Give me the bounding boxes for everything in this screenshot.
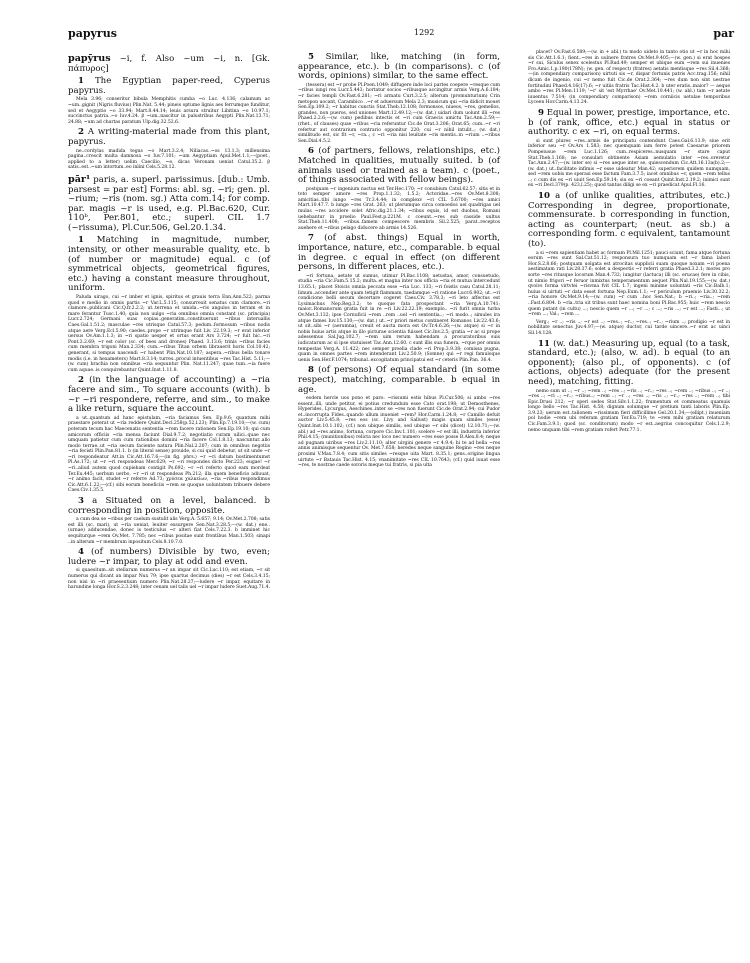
sense-number: 2 xyxy=(78,127,84,138)
sense-text: Matching in magnitude, number, intensity, or other measurable quality, etc. b (of number or magnitude) equal. c (of symmetrical objects, geometrical figures, etc.) having a constant measure throughout, uniform. xyxy=(68,235,270,294)
sense-definition xyxy=(298,53,500,82)
citations: ~ri fortuna, aetate ut sumus, utimur Pl.Bac.1108; uetustas, amor, consuetudo, studia ~ria Cic.Fam.5.15.2; multa..et magna inter nos officia ~ria et mutua intercedunt 13.65.1; placet Stoicis omnia peccata esse ~ria Luc. 133; ~ri foistis casu Catul.28.11; limum..accendier ante quam tetigit flammam, taedamque ~ri ratione Lucr.6.902; ut..~ri condicione belli secum decertare cogeret Caes.Civ. 3.78.3; ~ri leto affectus est Lysimachus Nep.Reg.3.2; te quoque fata prospectant ~ria Verg.A.10.741; maior..Romanorum gratia fuit in re ~ri Liv.22.22.19; exemplo.. ~ri furit omnis turba Ov.Met.3.132; ipse Cornuficii ~rem ..rem ..uel ~ri sententia..; ~ri modo..; simules ira atque fames Iuv.15.130;—(w. dat.) ut..~r priori metus contineret Romanos Liv.22.43.6; ut sit..sibi ~r (aerumna), creuit et aucta mora est Ov.Tr.4.6.26;—(w. atque) si ~r in nobis huius artis atque in illo picturae scientia fuisset Cic.Inv.2.5; gratia ~r ac si prope adessemus Sal.Jug.102.7; ~rem uim rerum habendam a procuratoribus suis iudicatarum ac si ipse statuisset Tac.Ann.12.60. c sunt illis sua funera, ~rque per omnis tempestas Verg.A. 11.422; nec semper proelia clade ~ri Prop.3.9.38; comissa pugna, quam in omnes partes ~rem intenderant Liv.2.50.9; (Somne) qui ~r regi famuloque uenis Sen.Her.F.1074; tribunal..excogitatum principatui est ~r ceteris Plin.Pan. 36.4. xyxy=(298,273,500,363)
citations: ne..cordylas madida tegus ~o Mart.3.2.4; Niliacas..~os 13.1.3; millensima pagina..crescit multa damnosa ~o Iuv.7.101; ~um Aegyptiam Apul.Met.1.1;—(poet., applied to a letter) uelim Caecilio, ~e, dicas Veronam ueniat Catul.35.2. β satis..est..~um intortum..eo inlini Cels.5.28.12. xyxy=(68,148,270,171)
sense-number: 4 xyxy=(78,547,84,558)
sense-number: 6 xyxy=(308,146,314,157)
entry-lemma xyxy=(68,175,270,234)
sense-text: (of abst. things) Equal in worth, importance, nature, etc., comparable. b equal in degree. c equal in effect (on different persons, in different places, etc.). xyxy=(298,233,500,273)
citations: a ut..quantum ad hanc epistulam, ~ria faciamus Sen. Ep.9.6; quantum mihi praestare poterat ut ~ria reddere Quint.Decl.258(p.52,l.23); Plin.Ep.7.19.10;—(w. cum) poteram tecum hac Maecenatis sententia ~rem facere rationem Sen.Ep.19.10; qui cum amicorum officiis ~ria mensa faciunt Dial.9.7.2; negotiatio curam uilici..quae nec umquam patietur cum cum rationibus domini ~ria facere Col.1.8.13; nascuntur..alio modo terrae..ut ~ria secum faciente natura Plin.Nal.2.207; cum in omnibus negotiis ~ria fecisti Plin.Pan.81.1. b (in literal sense) prouide, si cui quid debetur, ut sit unde ~r ~ri respondeatur Att.in Cic.Att.16.7.6;—(in fig. phrs.) ~r ~ri datum hostimentumst Pl.As.172; ut ~r ~ri respondeas Mer.629; ~r ~ri respondes dicto Per.223; eugae! ~r ~ri..aliud autem quod cupiebam contigit Ps.692; ~r ~ri referto quod eam mordeat Ter.Eu.445; uerbum uerbo, ~r ~ri ut respondeas Ph.212; illa quem beneficio adiuuat, ~r animo facit, studet ~r referre Ad.73; χρύσεα χαλκείων, ~ria ~ribus respondimus Cic.Att.6.1.22;—(cf.) sibi eorum beneficiis ~rem se quoque uoluntatem tribuere debere Caes.Civ.1.35.5. xyxy=(68,415,270,494)
citations: Paluda uirago, cui ~r imber et ignis, spiritus et grauis terra Enn.Ann.522; parma quod e medio in omnis partis ~r Var.L.5.115; consurrexit senatus cum clamore..~ri clamore..publicani Cic.Q.fr.2.2.2; ut..terrena et umida..~ris angulos in terram et in mare ferantur Tusc.1.40; quia non uulgo ~ria omnibus omnia constant (sc. principia) Lucr.2.724; Germani suas copias..generatim..constituerunt ~ribus interuallis Caes.Gal.1.51.2; masculae ~res utrisque Catul.57.3; pedum..formosum ~ribus nodis atque aere Verg.Ecl.5.90; caedes..prope ~r utrimque fuit Liv. 22.19.3; ~r erat inferior uersus Ov.Am.1.1.3; in ~ri spatio uesper et ortus erant Ars 3.724; ~r fuit hic..~ri Pont.3.2.69; ~r est color (sc. of bees and drones) Phaed. 3.13.6; trinis ~ribus facies cum membra trigoni Man.2.334; cum..~ribus Titan orbem librauerit horis Col.10.42; generant, si tempus nascendi ~r habent Plin.Nat.10.187; aspera..~ribus bella tonare modis (i.e. in hexameters) Mart.8.3.14; turres..procul intuentibus ~res Tac.Hist. 5.11;—(w. cum) brachia non omnibus ~ria sequuntur Plin. Nat.11.247; quae tum..~ia fuere cum aquae..is conquirebantur Quint.Inst.1.11.8. xyxy=(68,295,270,373)
lemma-text: ~i, f. Also ~um ~i, n. [Gk. πάπυρος] xyxy=(68,54,270,74)
sense-number: 10 xyxy=(538,191,550,202)
citations: Mela 3.96; conseritur bibula Memphitis cumba ~o Luc. 4.136; calamum ac ~um..gignit (Nigris fluvius) Plin.Nat. 5.44; pineis optume lignis aes ferrumque funditur, sed et Aegyptio ~o 33.94; Mart.8.44.14; leuis arsura struitur Libitina ~o 10.97.1; succinctus patria..~o Iuv.4.24. β ~um..nascitur in palustribus Aegypti Plin.Nat.13.71; 24.88; ~um ad chartas paratum Ulp.dig.32.52.6. xyxy=(68,97,270,125)
citations: eodem hercle uos pono et paro: ~rissumi estis hibus Pl.Cur.506; si ambo ~res essent..illi, unde petitur, ei potius credundum esse Cato orat.198; ut Demosthenes, Hyperides, Lycurgus, Aeschines..inter se ~res non fuerunt Cic.de Orat.2.94; cui Pudor et..incorrupta Fides..quando ullum inueniet ~rem? Hor.Carm.1.24.8; ~r Camillo defuit auctor Liv.5.45.8; ~res eos (sc. Livy and Sallust) magis quam similes (esse) Quint.Inst.10.1.102; (cf.) non ubique similis, sed ubique ~r sibi (dicet) 12.10.71;—(w. abl.) ad ~res animo, fortuna, corpore Cic.Inv.1.101; scelere ~r est illi, industria inferior Phil.4.15; (munitionibus) relicta nec loco nec numero ~res esse posse B.Alex.8.4; neque ad pugnam uiribus ~res Liv.2.11.10; alter uirgini genere ~r 4.9.4; hi te ad bella ~res annis animisque sequentur Ov. Met.7.658; heredes neque sanguine Regino ~res neque proximi V.Max.7.8.4; cum sitis similes ~resque uita Mart. 8.35.1; gens..origine lingua uirtute ~r Batauis Tac.Hist. 4.15; vnanimitate ~res CIL 10.7643; (cf.) quid iuuat esse ~res, te nostrae caede sororis meque tui fratris, si pia ulta xyxy=(298,396,500,469)
sense-text: The Egyptian paper-reed, Cyperus papyrus. xyxy=(68,76,270,96)
citations: postquam ~r ingenium nactus est Ter.Hec.170; ~r conubium Catul.62.57; sitis et in toto semper amore ~res Prop.1.1.32; 1.5.2; Actoridae..~res Ov.Met.8.308; amicitias..tibi iungo ~res Tr.3.4.44; in complexv ~ri CIL 5.6700; ~res amici Mart.10.47.7. b iunge ~res Grat. 263; ut plerumque circa comoedos uel quadrigas uel mulas ~res accidere solet Afric.dig.21.1.34; ~ribus equis, id est duobus, Romani uehebantur in proelio Paul.Fest.p.221M. c coeunt..~res sub casside uultus Stat.Theb.11.408; ~ribus..famem compescere membris Sil.2.525; parat..receptos auehere et ~ribus pelago diducere ab armis 14.526. xyxy=(298,186,500,231)
sense-definition xyxy=(528,340,730,388)
citations: a cum dea se ~ribus per caelum sustulit alis Verg.A. 5.657; 9.14; Ov.Met.2.708; satis est illi (sc. mari), ut ~ria ueniat, leuiter exsurgere Sen.Nat.3.28.5;—(w. dat.) ene..(urnae) adducendae, donec is testiculus ~r alteri fiat Cels.7.22.3. b imminet hic sequiturque ~rem Ov.Met. 7.785; nec ~ribus positae sunt frontibus Man.1.503; sinapi ..in alterum ~r membrum inpositum Cels.8.10.7.0. xyxy=(68,517,270,545)
headword: pār¹ xyxy=(68,173,91,185)
column-2 xyxy=(298,50,500,471)
sense-number: 8 xyxy=(308,365,314,376)
sense-number: 2 xyxy=(78,375,84,386)
sense-text: Equal in power, prestige, importance, etc. b (of rank, office, etc.) equal in status or authority. c ex ~ri, on equal terms. xyxy=(528,107,730,138)
sense-text: a Situated on a level, balanced. b corresponding in position, opposite. xyxy=(68,496,270,516)
sense-number: 9 xyxy=(538,107,544,118)
sense-definition xyxy=(68,77,270,96)
sense-definition xyxy=(68,548,270,567)
lemma-text: paris, a. superl. parissimus. [dub.: Umb. parsest = par est] Forms: abl. sg. ~ri; gen. pl. ~rium; ~ris (nom. sg.) Atta com.14; for comp. par. magis ~r is used, e.g. Pl.Bac.620, Cur. 110ᵇ, Per.801, etc.; superl. CIL 1.7 (~rissuma), Pl.Cur.506, Gel.20.1.34. xyxy=(68,174,270,233)
column-3 xyxy=(528,50,730,435)
citations: nemo sum ut ..; ~r ..; ~rem ..; ~res ..; ~ris ..; ~r..; ~res ..; ~rem ..; ~ribus ..; ~r ..; ~res ..; ~ri ..; ~r..; ~ribus..; ~rem ..; ~r ..; ~res ..; ~ris ..; ~r..; ~res ..; ~rem ..; tibi Epic.Drusi 212; ~r operi sedes Stat.Silv.1.1.22; frumentum et commeatus quamuis longo bello ~res Tac.Hist. 4.58; dignum solumque ~r pretium tanti laboris Plin.Ep. 3.9.23; uerum est..talionem ~rissimum fieri difficillime Gel.20.1.34;—(ellipt.) inueniam pol hodie ~rem ubi referam gratiam Ter.Eu.719; te ~rem mihi gratiam relaturum Cic.Fam.3.9.1; quod (sc. conditorum) modo ~r est..aegrius concoquitur Cels.1.2.9; nemo unquam tibi ~rem gratiam rofert Petr.77.1. xyxy=(528,388,730,433)
sense-definition xyxy=(68,376,270,414)
sense-number: 1 xyxy=(78,235,84,246)
right-running-headword: par xyxy=(713,27,734,40)
sense-definition xyxy=(68,236,270,294)
citations: Verg.; ~r ..; ~ris ..; ~r est ..; ~res..; ~r..; ~res..; ~r..; ~rium ..; prodigio ~r est in nobilitate senectus Juv.4.97;—(w. atque) ductor, cui tarde uincere..~r erat ac uinci Sil.14.128. xyxy=(528,319,730,336)
sense-number: 7 xyxy=(308,233,314,244)
sense-number: 3 xyxy=(78,496,84,507)
sense-text: Similar, like, matching (in form, appearance, etc.). b (in comparisons). c (of words, opinions) similar, to the same effect. xyxy=(298,52,500,82)
sense-definition xyxy=(68,497,270,516)
page-header xyxy=(68,27,734,43)
sense-definition xyxy=(68,128,270,147)
citations: a si ~rem sapientiam habet ac formam Pl.Mil.1251; pauci sciunt, fama atque fortuna eorum ~res sunt Sal.Cat.51.12; responsura tuo numquam est ~r fama labori Hor.S.2.8.66; postquam uolgata est atrocitas supplicii suam quoque noxam ~ri poena aestimatam rati Liv.28.37.6; solet a despectis ~r referri gratia Phaed.3.2.1; mores pro sorte ~res ritusque locorum Man.4.732; iungitur (lactuca) illi (sc. erucae) fere in cibis, ut nimio frigori ~r feruor inmixtus temperamentum aequet Plin.Nal.19.155;—(w. dat.) qvoivs forma virtvtei ~risvma fvit CIL 1.7; ingeni minime uoluntati ~ris Cic.Balb.1; huius si uirtuti ~r data esset fortuna Nep.Eum.1.1; ~r periculum praemio Liv.30.32.2; ~ria honore Ov.Met.9.14;—(w. cum) ~r cum ..hoc Sen.Nat.; b ~ri..; ~ria..; ~rem ..Fast.6.804. b ~ria..tria sit tribus sunt haec nomina boni Pl.Bac.955; huic ~rem nescio quem putant (in cultu) ...; nescio quem ~r ...; ~r ...; c ...; ~ris ...; ~r est ...; Fasti...; ut ~rem ...; Val.; ~rem ... xyxy=(528,250,730,318)
sense-definition xyxy=(298,234,500,272)
sense-number: 11 xyxy=(538,338,550,349)
entry-lemma xyxy=(68,54,270,74)
sense-number: 5 xyxy=(308,52,314,62)
headword: papȳrus xyxy=(68,53,111,64)
citations: si sunt plures ~res..armis de principatu contendunt Caes.Gal.6.13.9; siue erit inferior seu ~r Ov.Ars 1.583; nec quemquam iam ferre potest Caesarue priorem Pompeiusue ~rem Luc.1.126; cum..respiceres..nusquam ~r stare caput Stat.Theb.1.168; ne consulari obtinente Asiam aemulatio inter ~res..oreretur Tac.Ann.2.47;—(w. inter se) si ~res aeque inter se, quiescendum Cic.Att.16.13a(b).2;—(w. dat.) ut..facilitate infimis ~r esse uideatur Man.42; superiorem quidem numquam, sed ~rem uobis me sperasi esse factum Fam.3.7.5; iacet omnibus ~r, quem ~rem tellus ..; c cum dis ex ~ri uiuit Sen.Ep.59.14; siu ex ~ri coeant Quint.Inst.2.19.2; inimici sunt ex ~ri Decl.379(p. 423,l.25); quod tantus diligi se ex ~ri praedicat Apul.Fl.16. xyxy=(528,138,730,189)
sense-definition xyxy=(298,366,500,395)
sense-definition xyxy=(298,147,500,185)
sense-text: (of persons) Of equal standard (in some respect), matching, comparable. b equal in age. xyxy=(298,365,500,395)
sense-text: a (of unlike qualities, attributes, etc.) Corresponding in degree, proportionate, commensurate. b corresponding in function, acting as counterpart; (neut. as sb.) a corresponding form. c equivalent, tantamount (to). xyxy=(528,191,730,250)
sense-number: 1 xyxy=(78,76,84,87)
citations: (tessera) est ~r probe Pl.Poen.1049; diffugere inde loci partes coepere ~resque cum ~ribus iungi res Lucr.5.443; hortatur socios ~ribusque accingitur armis Verg.A.6.184; ~r facies templi Ov.Fast.6.281; ~ri armatu Curt.3.2.5; alterum (promunturium) Crin metopon uocant, Carambico ..~r et aduersum Mela 2.3; musicum qui ~ria didicit mouet Sen.Ep.109.2; ~r habitus cunctis Stat.Theb.12.108; formonsos, niueos, ~res, gemellos, grandes, non pueros, sed uniones Mart.12.49.12;—(w. dat.) uidari dum uolunt illi ~res Phaed.2.2.6;—(w. cum) pedibus intectis et ~ri cum Graecis amictu Tac.Ann.2.59;—(rhet., of clauses) quae ~ribus ~ria referuntur Cic.de Orat.3.206; Orat.65; cum..~r ~ri refertur aut contrarium contrario opponitur 220; cui ~r nihil intulit..; (w. dat.) similitudo est, sic fit ~r, ~ra..; c ~ri ~ria nisi leuitate ~ris mentis..in ~rium ..~ribus Sen.Dial.4.5.2. xyxy=(298,82,500,144)
sense-text: (of numbers) Divisible by two, even; ludere ~r impar, to play at odd and even. xyxy=(68,547,270,567)
citations: si quaesitum..sit stellarum numerus ~r an impar sit Cic.Luc.110; est etiam, ~r sit numerus qui dicant an impar Nux 79; ipse quartus decimus (dies) ~r est Cels.3.4.15; non nisi in ~ri praesentium numero Plin.Nat.28.27;—ludere ~r impar, equitare in harundine longa Hor.S.2.3.248; inter cenam uel talis uel ~r impar ludere Suet.Aug.71.4. xyxy=(68,568,270,591)
citations: placet? Ov.Fast.6.589;—(w. in + abl.) tu modo uideto in tanto otio ut ~r in hoc mihi sis Cic.Att.1.6.1; fient..~res in uulnere fratres Ov.Met.9.405;—(w. gen.) si erat hospes ~r sui, Siculus senex scelestus Pl.Rud.49; semper et ubique eum ~rem sui inuenies Fro.Amic.1.p.190(178N); (w. gen. of respect) (fratres) aetatis mentisque ~res Sil.4.368;—(in compendiary comparison) uirtuti sis ~r, dispar fortunis patris Acc.trag.156; nihil dicam de ingenio, cui ~r nemo fuit Cic.de Orat.2.364; ~res dum non sint uestrae fortitudini Phaed.4.16(17).6; ~r uitiis fratris Tac.Hist.4.2. b uter eratis..maior? — aeque ambo ~res Pl.Men.1119; '~r' sit 'est Myrrhae' Ov.Met.10.441; (w. abl.) tam ~r aetate iuuentus 7.514; (in compendiary comparison) ~rem corniicis uetulae temporibus Lyceen Hor.Carm.4.13.24. xyxy=(528,50,730,106)
sense-definition xyxy=(528,109,730,138)
page-number: 1292 xyxy=(414,28,435,37)
sense-text: A writing-material made from this plant, papyrus. xyxy=(68,127,270,147)
sense-text: (in the language of accounting) a ~ria facere and sim., To square accounts (with). b ~r ~ri respondere, referre, and sim., to make a like return, square the account. xyxy=(68,375,270,415)
left-running-headword: papyrus xyxy=(68,27,117,40)
column-1 xyxy=(68,50,270,593)
sense-text: (w. dat.) Measuring up, equal (to a task, standard, etc.); (also, w. ad). b equal (to an opponent); (also pl., of opponents). c (of actions, objects) adequate (for the present need), matching, fitting. xyxy=(528,338,730,387)
sense-text: (of partners, fellows, relationships, etc.) Matched in qualities, mutually suited. b (of animals used or trained as a team). c (poet., of things associated with fellow beings). xyxy=(298,146,500,186)
sense-definition xyxy=(528,192,730,250)
